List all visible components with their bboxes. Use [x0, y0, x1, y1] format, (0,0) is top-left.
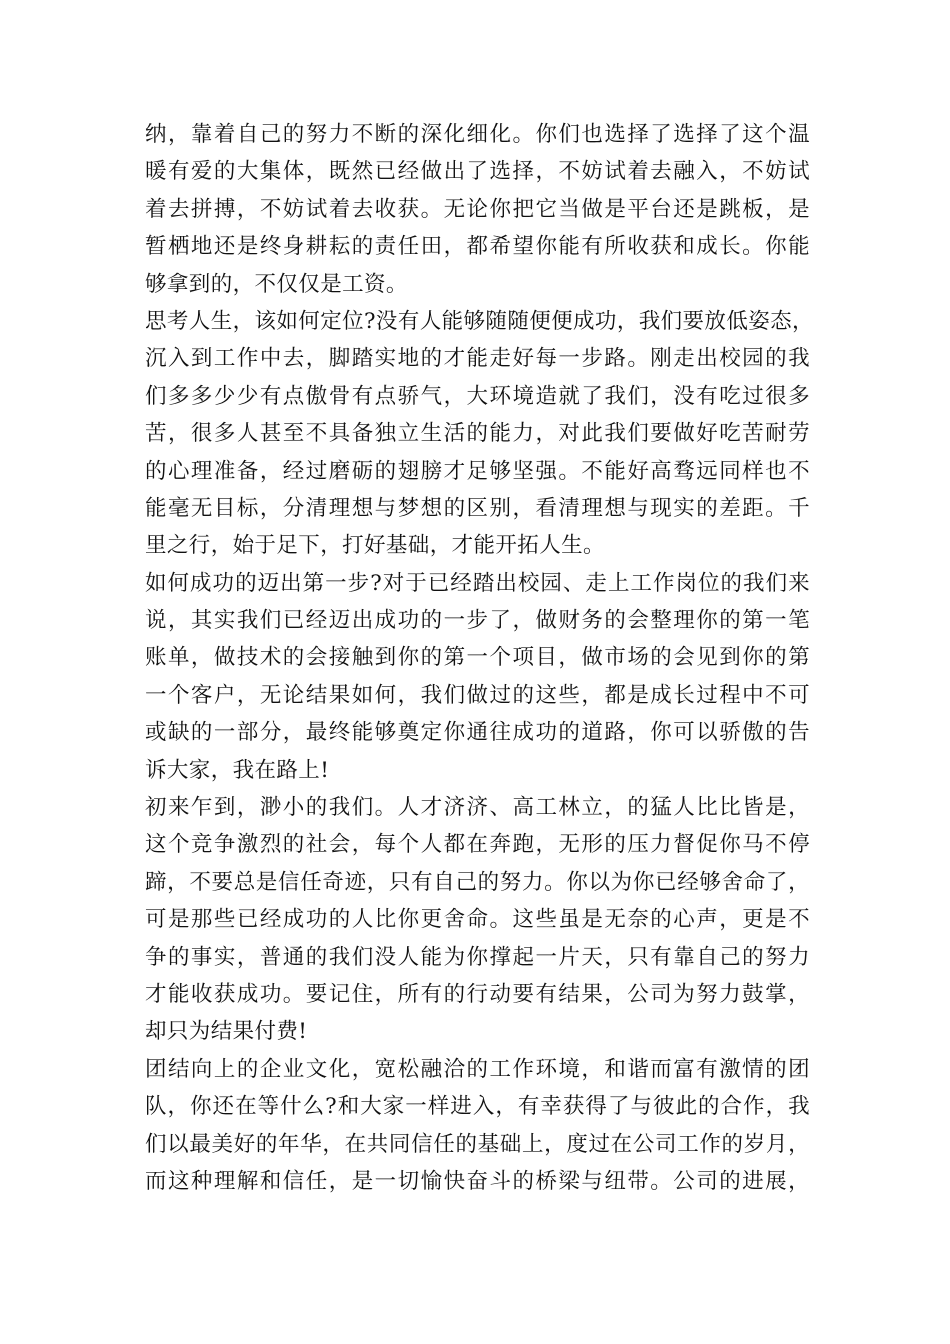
text-line: 争的事实，普通的我们没人能为你撑起一片天，只有靠自己的努力 [145, 944, 810, 970]
paragraph-2 [145, 303, 814, 565]
text-line: 沉入到工作中去，脚踏实地的才能走好每一步路。刚走出校园的我 [145, 346, 810, 372]
text-line: 才能收获成功。要记住，所有的行动要有结果，公司为努力鼓掌， [145, 981, 810, 1007]
text-line: 里之行，始于足下，打好基础，才能开拓人生。 [145, 533, 605, 559]
paragraph-1 [145, 116, 810, 303]
text-line: 却只为结果付费! [145, 1019, 308, 1045]
paragraph-3 [145, 565, 810, 789]
text-line: 说，其实我们已经迈出成功的一步了，做财务的会整理你的第一笔 [145, 608, 810, 634]
text-line: 够拿到的，不仅仅是工资。 [145, 271, 408, 297]
paragraph-4 [145, 789, 810, 1051]
text-line: 蹄，不要总是信任奇迹，只有自己的努力。你以为你已经够舍命了， [145, 869, 810, 895]
text-line: 团结向上的企业文化，宽松融洽的工作环境，和谐而富有激情的团 [145, 1056, 810, 1082]
text-line: 这个竞争激烈的社会，每个人都在奔跑，无形的压力督促你马不停 [145, 832, 810, 858]
document-body [145, 116, 814, 1200]
text-line: 能毫无目标，分清理想与梦想的区别，看清理想与现实的差距。千 [145, 495, 810, 521]
text-line: 纳，靠着自己的努力不断的深化细化。你们也选择了选择了这个温 [145, 122, 810, 147]
text-line: 诉大家，我在路上! [145, 757, 330, 783]
text-line: 队，你还在等什么?和大家一样进入，有幸获得了与彼此的合作，我 [145, 1094, 810, 1120]
text-line: 苦，很多人甚至不具备独立生活的能力，对此我们要做好吃苦耐劳 [145, 421, 810, 447]
text-line: 如何成功的迈出第一步?对于已经踏出校园、走上工作岗位的我们来 [145, 570, 810, 596]
text-line: 而这种理解和信任，是一切愉快奋斗的桥梁与纽带。公司的进展， [145, 1168, 810, 1194]
text-line: 一个客户，无论结果如何，我们做过的这些，都是成长过程中不可 [145, 682, 810, 708]
paragraph-5 [145, 1051, 810, 1201]
text-line: 暖有爱的大集体，既然已经做出了选择，不妨试着去融入，不妨试 [145, 159, 810, 185]
text-line: 的心理准备，经过磨砺的翅膀才足够坚强。不能好高骛远同样也不 [145, 458, 810, 484]
text-line: 或缺的一部分，最终能够奠定你通往成功的道路，你可以骄傲的告 [145, 720, 810, 746]
text-line: 可是那些已经成功的人比你更舍命。这些虽是无奈的心声，更是不 [145, 907, 810, 933]
text-line: 账单，做技术的会接触到你的第一个项目，做市场的会见到你的第 [145, 645, 810, 671]
text-line: 思考人生，该如何定位?没有人能够随随便便成功，我们要放低姿态， [145, 308, 814, 334]
text-line: 们以最美好的年华，在共同信任的基础上，度过在公司工作的岁月， [145, 1131, 810, 1157]
text-line: 着去拼搏，不妨试着去收获。无论你把它当做是平台还是跳板，是 [145, 196, 810, 222]
text-line: 初来乍到，渺小的我们。人才济济、高工林立，的猛人比比皆是， [145, 795, 810, 821]
text-line: 暂栖地还是终身耕耘的责任田，都希望你能有所收获和成长。你能 [145, 234, 810, 260]
text-line: 们多多少少有点傲骨有点骄气，大环境造就了我们，没有吃过很多 [145, 383, 810, 409]
